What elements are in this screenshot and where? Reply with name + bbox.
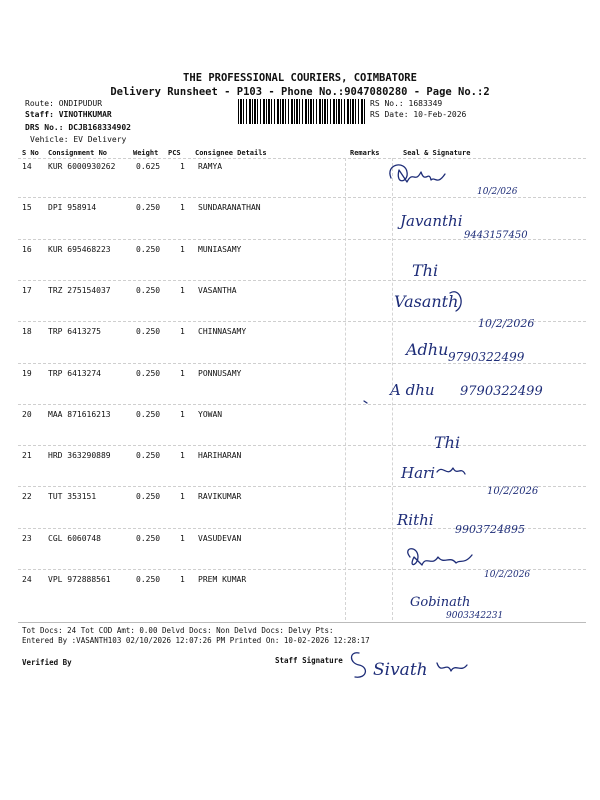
staff-label: Staff: VINOTHKUMAR <box>25 110 112 119</box>
row-separator <box>18 445 586 446</box>
svg-text:Adhu: Adhu <box>406 340 449 359</box>
cell-consignee: RAMYA <box>198 162 223 171</box>
signature-row-20 <box>432 430 492 456</box>
cell-consignee: VASANTHA <box>198 286 237 295</box>
cell-pcs: 1 <box>180 534 185 543</box>
header-rule <box>18 158 586 159</box>
svg-text:9003342231: 9003342231 <box>446 611 504 621</box>
col-weight: Weight <box>133 149 159 157</box>
cell-consignment-no: KUR 6000930262 <box>48 162 116 171</box>
signature-row-18 <box>400 335 570 367</box>
cell-sno: 17 <box>22 286 32 295</box>
cell-sno: 21 <box>22 451 32 460</box>
col-remarks: Remarks <box>350 149 380 157</box>
cell-pcs: 1 <box>180 162 185 171</box>
drs-label: DRS No.: DCJB168334902 <box>25 123 131 132</box>
svg-text:Rithi: Rithi <box>397 511 434 529</box>
cell-weight: 0.250 <box>136 327 161 336</box>
cell-consignee: YOWAN <box>198 410 223 419</box>
cell-weight: 0.250 <box>136 534 161 543</box>
staff-signature <box>345 645 485 687</box>
cell-sno: 19 <box>22 369 32 378</box>
cell-weight: 0.250 <box>136 575 161 584</box>
cell-consignee: CHINNASAMY <box>198 327 247 336</box>
cell-sno: 14 <box>22 162 32 171</box>
cell-weight: 0.250 <box>136 286 161 295</box>
signature-row-16 <box>410 258 470 284</box>
cell-consignment-no: TRZ 275154037 <box>48 286 111 295</box>
svg-text:10/2/026: 10/2/026 <box>477 187 518 197</box>
cell-consignment-no: TRP 6413275 <box>48 327 101 336</box>
cell-pcs: 1 <box>180 492 185 501</box>
verified-by-label: Verified By <box>22 658 72 667</box>
svg-text:10/2/2026: 10/2/2026 <box>478 317 535 330</box>
runsheet-subtitle: Delivery Runsheet - P103 - Phone No.:9047080280 - Page No.:2 <box>110 86 490 98</box>
cell-pcs: 1 <box>180 369 185 378</box>
signature-row-22 <box>393 505 583 539</box>
cell-weight: 0.250 <box>136 203 161 212</box>
svg-text:Vasanth: Vasanth <box>394 292 459 311</box>
cell-consignee: MUNIASAMY <box>198 245 242 254</box>
vehicle-label: Vehicle: EV Delivery <box>30 135 127 144</box>
svg-text:9790322499: 9790322499 <box>448 350 525 364</box>
barcode <box>238 99 366 124</box>
remarks-divider <box>345 158 346 620</box>
cell-consignee: VASUDEVAN <box>198 534 242 543</box>
cell-consignment-no: TRP 6413274 <box>48 369 101 378</box>
col-pcs: PCS <box>168 149 181 157</box>
svg-text:9903724895: 9903724895 <box>455 523 525 536</box>
cell-pcs: 1 <box>180 286 185 295</box>
cell-consignee: PREM KUMAR <box>198 575 247 584</box>
svg-text:9790322499: 9790322499 <box>460 384 543 399</box>
cell-consignment-no: DPI 958914 <box>48 203 97 212</box>
svg-text:Thi: Thi <box>434 433 461 452</box>
svg-text:10/2/2026: 10/2/2026 <box>484 570 531 580</box>
row-separator <box>18 280 586 281</box>
signature-row-24 <box>406 588 576 624</box>
col-seal-signature: Seal & Signature <box>403 149 471 157</box>
company-title: THE PROFESSIONAL COURIERS, COIMBATORE <box>183 72 417 84</box>
cell-consignment-no: KUR 695468223 <box>48 245 111 254</box>
totals-line: Tot Docs: 24 Tot COD Amt: 0.00 Delvd Docs: Non Delvd Docs: Delvy Pts: <box>22 626 334 635</box>
cell-consignee: HARIHARAN <box>198 451 242 460</box>
cell-sno: 24 <box>22 575 32 584</box>
cell-pcs: 1 <box>180 245 185 254</box>
cell-weight: 0.250 <box>136 410 161 419</box>
cell-consignment-no: TUT 353151 <box>48 492 97 501</box>
signature-row-21 <box>395 460 575 502</box>
col-consignment: Consignment No <box>48 149 108 157</box>
rs-number: RS No.: 1683349 <box>370 99 443 108</box>
cell-consignment-no: HRD 363290889 <box>48 451 111 460</box>
cell-pcs: 1 <box>180 203 185 212</box>
signature-row-23 <box>400 545 570 585</box>
cell-consignment-no: MAA 871616213 <box>48 410 111 419</box>
entered-printed-line: Entered By :VASANTH103 02/10/2026 12:07:26 PM Printed On: 10-02-2026 12:28:17 <box>22 636 370 645</box>
route-label: Route: ONDIPUDUR <box>25 99 103 108</box>
svg-text:Gobinath: Gobinath <box>410 595 471 610</box>
svg-text:Hari: Hari <box>401 464 435 482</box>
cell-sno: 18 <box>22 327 32 336</box>
rs-date: RS Date: 10-Feb-2026 <box>370 110 467 119</box>
cell-consignment-no: VPL 972888561 <box>48 575 111 584</box>
cell-sno: 20 <box>22 410 32 419</box>
svg-text:9443157450: 9443157450 <box>464 230 528 241</box>
cell-consignee: PONNUSAMY <box>198 369 242 378</box>
col-consignee: Consignee Details <box>195 149 267 157</box>
cell-weight: 0.250 <box>136 369 161 378</box>
cell-pcs: 1 <box>180 575 185 584</box>
cell-sno: 23 <box>22 534 32 543</box>
footer-rule <box>18 622 586 623</box>
svg-text:Thi: Thi <box>412 261 439 280</box>
cell-pcs: 1 <box>180 451 185 460</box>
cell-weight: 0.250 <box>136 245 161 254</box>
svg-text:Javanthi: Javanthi <box>400 212 463 230</box>
svg-text:10/2/2026: 10/2/2026 <box>487 486 539 497</box>
signature-row-15 <box>398 210 568 244</box>
cell-consignment-no: CGL 6060748 <box>48 534 101 543</box>
cell-pcs: 1 <box>180 327 185 336</box>
cell-weight: 0.625 <box>136 162 161 171</box>
signature-row-14 <box>385 162 545 202</box>
cell-pcs: 1 <box>180 410 185 419</box>
cell-weight: 0.250 <box>136 451 161 460</box>
col-sno: S No <box>22 149 39 157</box>
signature-row-17 <box>390 285 570 335</box>
staff-signature-label: Staff Signature <box>275 656 343 665</box>
cell-sno: 22 <box>22 492 32 501</box>
svg-text:A dhu: A dhu <box>390 381 435 399</box>
cell-consignee: RAVIKUMAR <box>198 492 242 501</box>
signature-row-19 <box>360 375 580 409</box>
cell-weight: 0.250 <box>136 492 161 501</box>
cell-consignee: SUNDARANATHAN <box>198 203 261 212</box>
cell-sno: 16 <box>22 245 32 254</box>
cell-sno: 15 <box>22 203 32 212</box>
svg-text:Sivath: Sivath <box>373 660 428 680</box>
